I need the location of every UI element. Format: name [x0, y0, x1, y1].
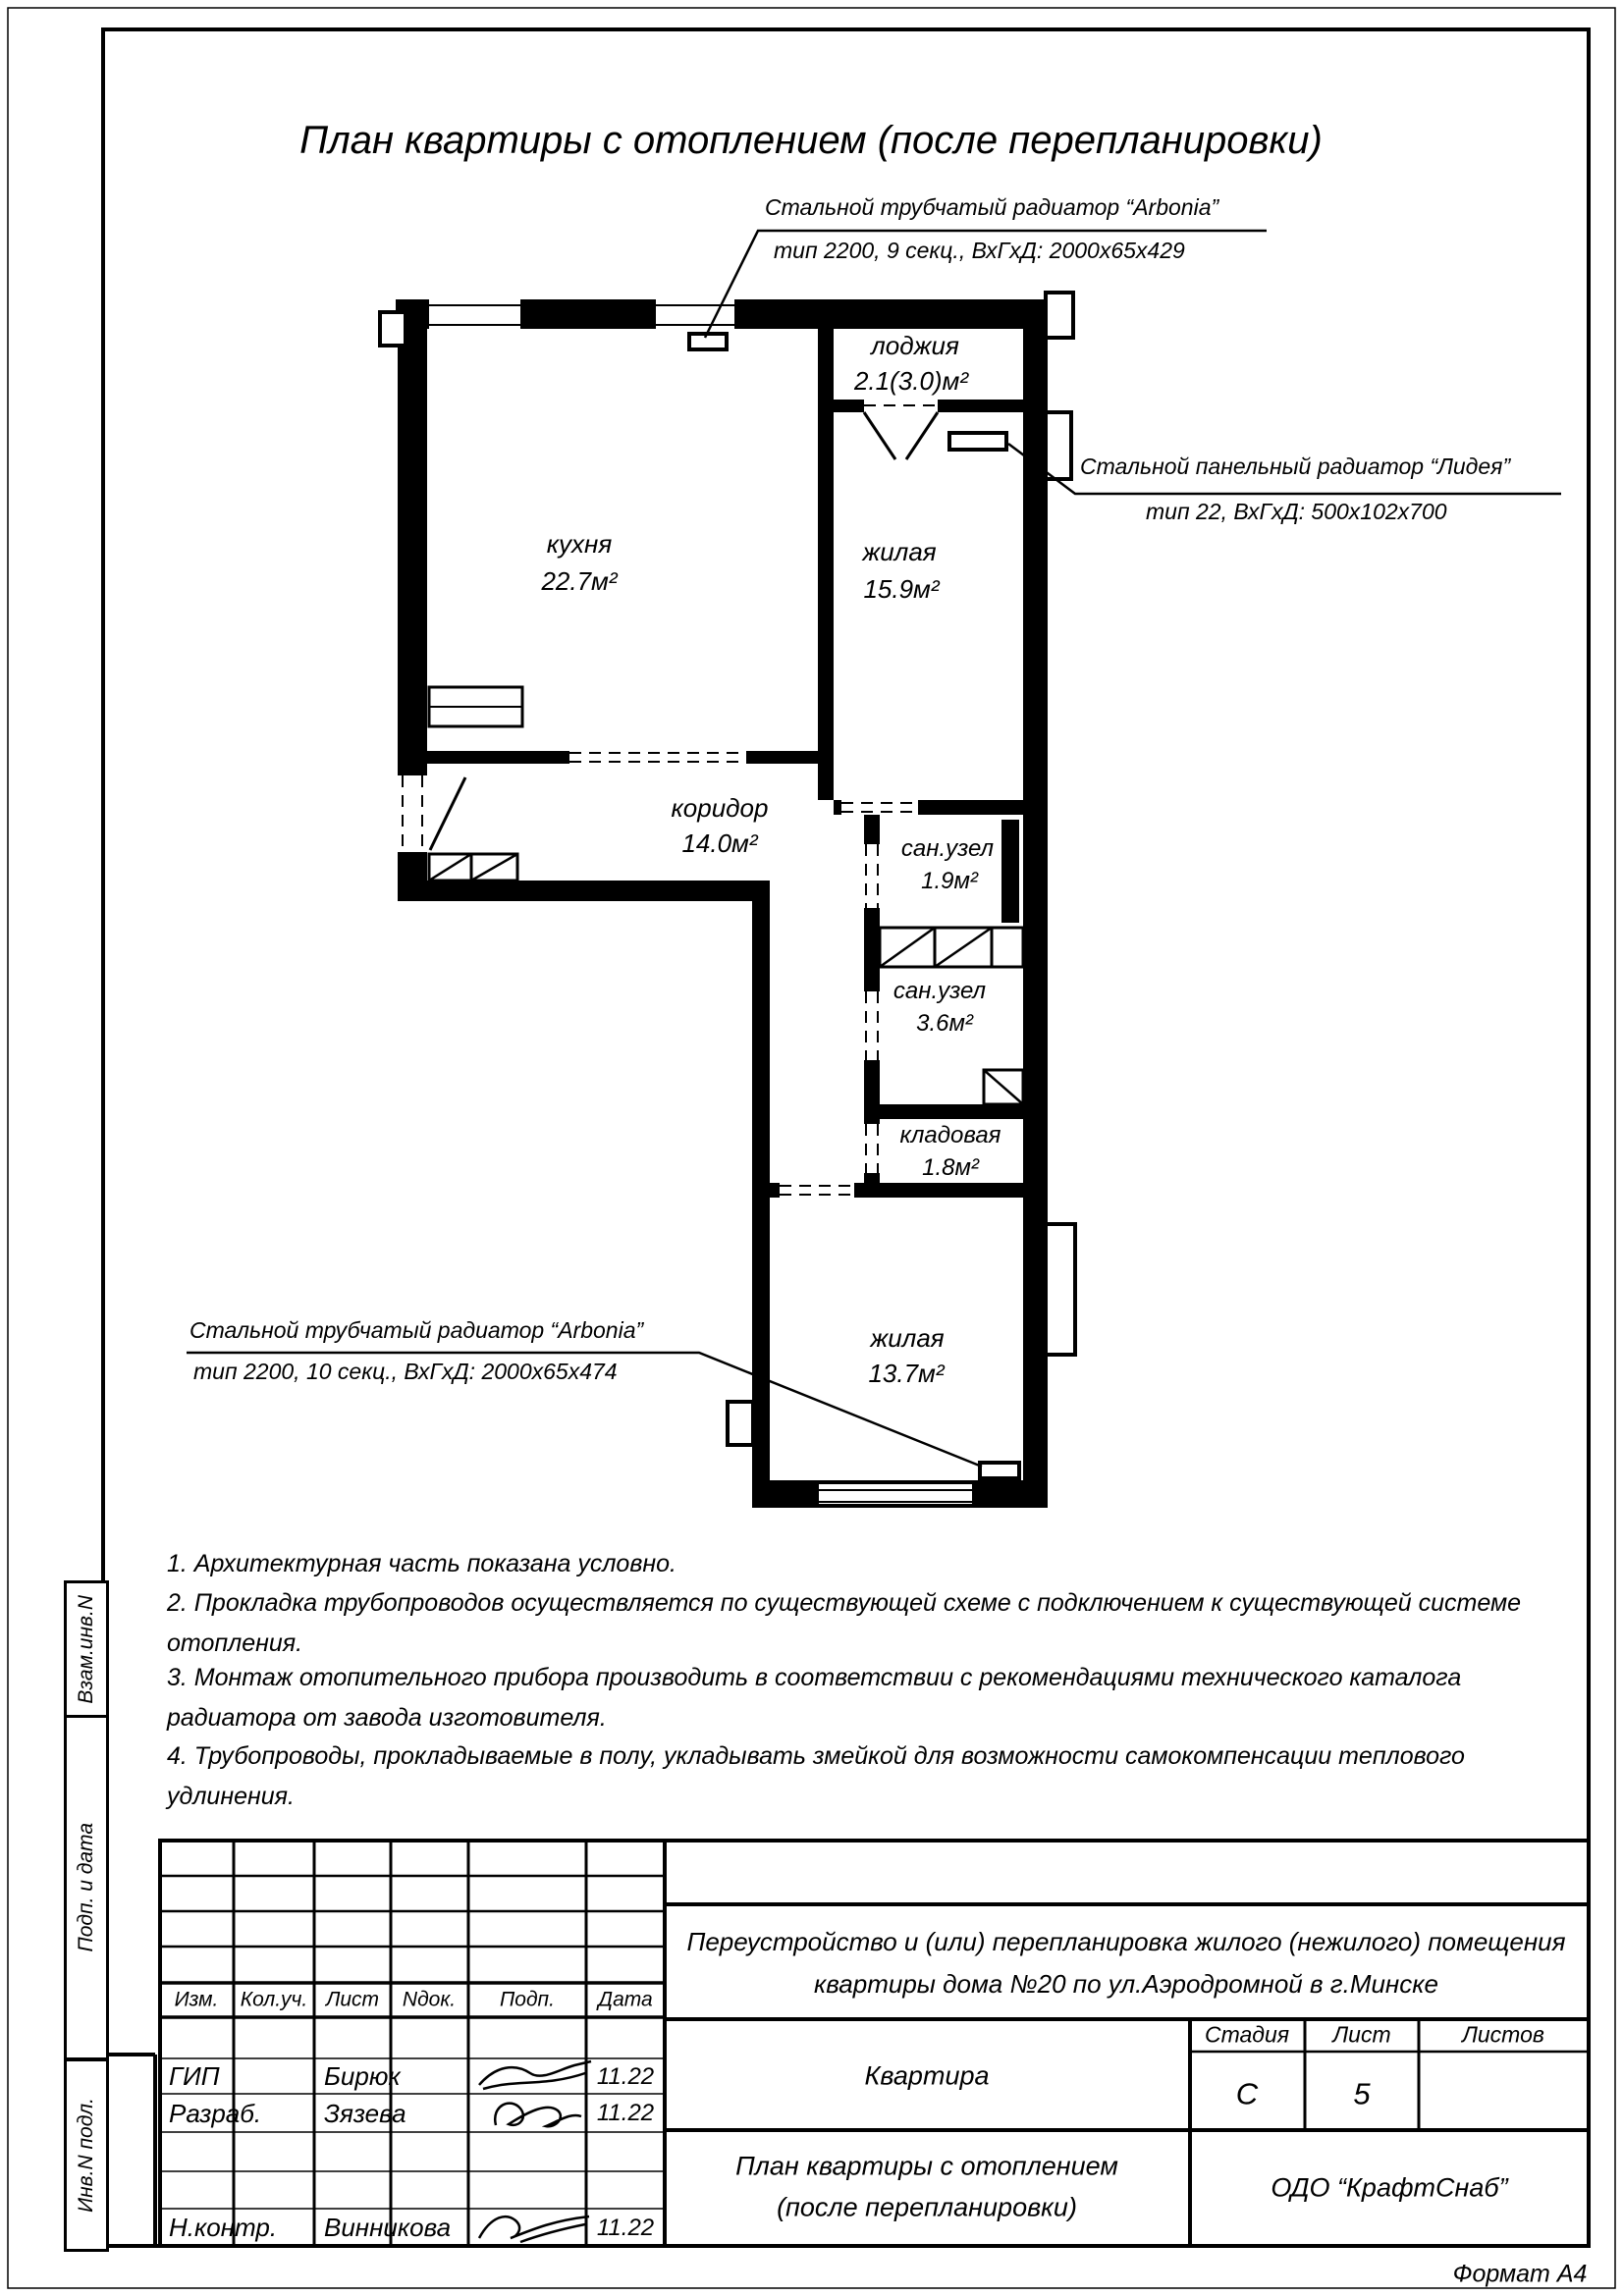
room-area-storage: 1.8м²	[922, 1154, 979, 1181]
stamp-col-ndok: Nдок.	[402, 1988, 457, 2011]
room-area-living1: 15.9м²	[863, 574, 940, 604]
stamp-project-line1: Переустройство и (или) перепланировка жилого (нежилого) помещения	[686, 1927, 1566, 1956]
note-line-6: 4. Трубопроводы, прокладываемые в полу, укладывать змейкой для возможности самокомпенсации теплового	[167, 1742, 1465, 1770]
stamp-date-gip: 11.22	[596, 2063, 655, 2090]
door-leaves	[430, 412, 938, 850]
annotation-radiator-top-line1: Стальной трубчатый радиатор “Arbonia”	[765, 194, 1219, 220]
stamp-sheet-value: 5	[1353, 2076, 1371, 2111]
note-line-4: 3. Монтаж отопительного прибора производить в соответствии с рекомендациями технического каталога	[167, 1664, 1462, 1691]
room-label-loggia: лоджия	[871, 331, 959, 360]
stamp-company: ОДО “КрафтСнаб”	[1271, 2172, 1508, 2203]
annotation-radiator-top-line2: тип 2200, 9 секц., ВхГхД: 2000х65х429	[774, 238, 1185, 263]
page-title: План квартиры с отоплением (после перепланировки)	[299, 119, 1323, 162]
stamp-col-podp: Подп.	[500, 1988, 555, 2011]
stamp-role-gip: ГИП	[169, 2061, 220, 2091]
room-label-living2: жилая	[870, 1323, 945, 1353]
room-area-wc1: 1.9м²	[921, 868, 978, 894]
sidebar-box-podp	[64, 1715, 109, 2060]
note-line-2: 2. Прокладка трубопроводов осуществляется по существующей схеме с подключением к существующей системе	[167, 1589, 1522, 1617]
room-area-corridor: 14.0м²	[681, 828, 758, 858]
stamp-stage-value: С	[1235, 2076, 1259, 2111]
stamp-col-list: Лист	[325, 1988, 380, 2011]
room-area-wc2: 3.6м²	[916, 1010, 973, 1037]
stamp-name-gip: Бирюк	[324, 2061, 401, 2091]
stamp-object-name: Квартира	[864, 2060, 990, 2091]
signature-strokes	[479, 2061, 591, 2242]
stamp-role-nkontr: Н.контр.	[169, 2213, 278, 2242]
annotation-radiator-right-line2: тип 22, ВхГхД: 500х102х700	[1146, 499, 1447, 524]
stamp-col-koluch: Кол.уч.	[240, 1988, 308, 2011]
note-line-5: радиатора от завода изготовителя.	[167, 1704, 607, 1732]
format-note: Формат А4	[1452, 2260, 1588, 2288]
room-area-living2: 13.7м²	[868, 1359, 945, 1388]
note-line-1: 1. Архитектурная часть показана условно.	[167, 1550, 676, 1577]
stamp-stage-label: Стадия	[1204, 2021, 1290, 2048]
room-label-wc1: сан.узел	[900, 835, 995, 862]
radiator-kitchen-icon	[689, 334, 727, 349]
room-label-kitchen: кухня	[546, 529, 613, 559]
stamp-date-razrab: 11.22	[596, 2100, 655, 2126]
stamp-name-nkontr: Винникова	[324, 2213, 452, 2242]
annotation-radiator-bottom-line2: тип 2200, 10 секц., ВхГхД: 2000х65х474	[193, 1359, 618, 1384]
sidebar-label-podp: Подп. и дата	[75, 1823, 97, 1952]
stamp-sheet-label: Лист	[1332, 2021, 1391, 2048]
stamp-col-izm: Изм.	[174, 1988, 219, 2011]
radiator-living1-icon	[949, 433, 1006, 450]
sidebar-box-inv	[64, 2058, 109, 2252]
room-area-kitchen: 22.7м²	[541, 566, 618, 596]
stamp-role-razrab: Разраб.	[169, 2099, 262, 2128]
stamp-col-data: Дата	[598, 1988, 653, 2011]
stamp-name-razrab: Зязева	[324, 2099, 406, 2128]
stamp-sheets-label: Листов	[1462, 2021, 1544, 2048]
stamp-date-nkontr: 11.22	[596, 2215, 655, 2241]
room-label-storage: кладовая	[899, 1122, 1001, 1148]
room-area-loggia: 2.1(3.0)м²	[853, 366, 969, 396]
room-label-wc2: сан.узел	[893, 978, 987, 1004]
dashed-openings	[403, 405, 938, 1195]
stamp-project-line2: квартиры дома №20 по ул.Аэродромной в г.Минске	[814, 1969, 1438, 1999]
note-line-3: отопления.	[167, 1629, 303, 1657]
sidebar-label-vzam: Взам.инв.N	[75, 1595, 97, 1704]
radiator-symbols	[689, 331, 1019, 1478]
radiator-living2-icon	[980, 1463, 1019, 1478]
note-line-7: удлинения.	[167, 1783, 295, 1810]
room-label-corridor: коридор	[671, 793, 769, 823]
stamp-doc-line2: (после перепланировки)	[777, 2192, 1077, 2222]
leader-lines	[187, 231, 1561, 1467]
sidebar-box-vzam	[64, 1580, 109, 1719]
room-label-living1: жилая	[862, 537, 937, 566]
stamp-doc-line1: План квартиры с отоплением	[735, 2151, 1118, 2181]
annotation-radiator-right-line1: Стальной панельный радиатор “Лидея”	[1080, 454, 1511, 479]
annotation-radiator-bottom-line1: Стальной трубчатый радиатор “Arbonia”	[189, 1317, 644, 1343]
sidebar-label-inv: Инв.N подл.	[75, 2098, 97, 2213]
